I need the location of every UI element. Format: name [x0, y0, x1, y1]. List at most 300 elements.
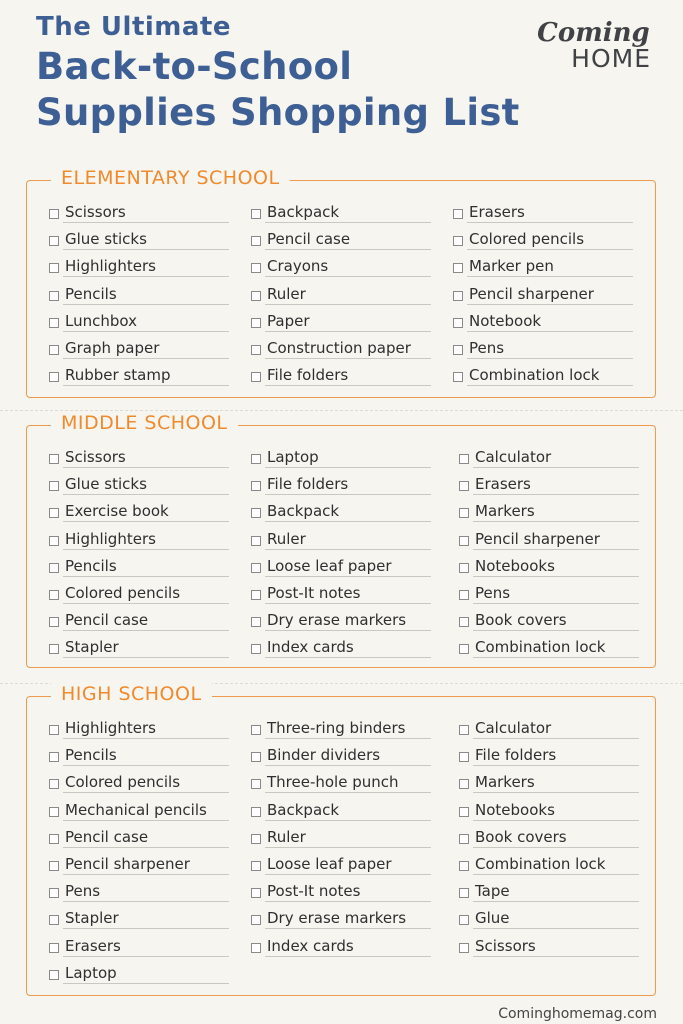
- write-line: [265, 765, 431, 766]
- checkbox[interactable]: [49, 590, 59, 600]
- checkbox[interactable]: [49, 915, 59, 925]
- write-line: [265, 792, 431, 793]
- checkbox[interactable]: [49, 970, 59, 980]
- checkbox[interactable]: [459, 779, 469, 789]
- checklist-item-label: Ruler: [267, 529, 306, 548]
- checklist-item-label: Exercise book: [65, 502, 169, 521]
- write-line: [467, 358, 633, 359]
- checklist-item-label: Backpack: [267, 203, 340, 221]
- write-line: [473, 792, 639, 793]
- checklist-item[interactable]: [49, 283, 229, 310]
- write-line: [265, 847, 431, 848]
- checklist-item[interactable]: [49, 255, 229, 282]
- checkbox[interactable]: [251, 725, 261, 735]
- write-line: [63, 901, 229, 902]
- checkbox[interactable]: [49, 888, 59, 898]
- checklist-item-label: Laptop: [65, 963, 117, 982]
- write-line: [473, 630, 639, 631]
- checklist-item-label: File folders: [267, 475, 349, 494]
- checkbox[interactable]: [49, 725, 59, 735]
- checkbox[interactable]: [251, 345, 261, 355]
- checkbox[interactable]: [251, 888, 261, 898]
- checkbox[interactable]: [49, 345, 59, 355]
- title-line-3: Supplies Shopping List: [36, 91, 520, 134]
- write-line: [63, 657, 229, 658]
- checkbox[interactable]: [459, 536, 469, 546]
- checklist-item-label: Post-It notes: [267, 583, 361, 602]
- write-line: [473, 765, 639, 766]
- checklist-item-label: Glue sticks: [65, 475, 147, 494]
- checkbox[interactable]: [49, 536, 59, 546]
- checklist-item-label: Glue: [475, 909, 510, 928]
- checklist-column: [453, 201, 633, 391]
- checklist-item[interactable]: [49, 880, 229, 907]
- checklist-item[interactable]: [251, 528, 431, 555]
- checklist-item[interactable]: [453, 228, 633, 255]
- checkbox[interactable]: [251, 236, 261, 246]
- checklist-item[interactable]: [251, 473, 431, 500]
- checklist-item[interactable]: [251, 717, 431, 744]
- checklist-item-label: Notebooks: [475, 800, 555, 819]
- checklist-item-label: Pencils: [65, 284, 117, 303]
- checklist-item-label: Dry erase markers: [267, 611, 407, 630]
- checkbox[interactable]: [453, 345, 463, 355]
- checklist-item-label: Glue sticks: [65, 230, 147, 249]
- checklist-item-label: Book covers: [475, 827, 567, 846]
- checkbox[interactable]: [453, 318, 463, 328]
- checkbox[interactable]: [49, 209, 59, 219]
- checkbox[interactable]: [251, 807, 261, 817]
- checklist-item-label: Pens: [65, 882, 101, 901]
- checklist-item[interactable]: [453, 201, 633, 228]
- checkbox[interactable]: [459, 508, 469, 518]
- checklist-item[interactable]: [49, 717, 229, 744]
- checkbox[interactable]: [49, 508, 59, 518]
- checklist-item[interactable]: [251, 636, 431, 663]
- brand-logo-top: Coming: [537, 18, 650, 48]
- write-line: [473, 847, 639, 848]
- checkbox[interactable]: [251, 291, 261, 301]
- checklist-item-label: Pencil case: [65, 827, 149, 846]
- checklist-item-label: Backpack: [267, 502, 340, 521]
- checkbox[interactable]: [453, 372, 463, 382]
- checkbox[interactable]: [251, 481, 261, 491]
- write-line: [265, 249, 431, 250]
- footer-website: Cominghomemag.com: [498, 1006, 657, 1022]
- checkbox[interactable]: [251, 861, 261, 871]
- checkbox[interactable]: [459, 861, 469, 871]
- checklist-item[interactable]: [459, 744, 639, 771]
- checklist-item[interactable]: [251, 255, 431, 282]
- write-line: [473, 956, 639, 957]
- checklist-item[interactable]: [49, 771, 229, 798]
- checklist-item-label: Highlighters: [65, 257, 156, 276]
- checkbox[interactable]: [251, 617, 261, 627]
- checklist-item[interactable]: [49, 201, 229, 228]
- checklist-item-label: Scissors: [475, 936, 536, 955]
- checklist-item-label: Pencils: [65, 746, 117, 765]
- write-line: [63, 276, 229, 277]
- section-title: HIGH SCHOOL: [51, 683, 212, 705]
- checklist-item-label: Mechanical pencils: [65, 800, 207, 819]
- checkbox[interactable]: [251, 943, 261, 953]
- checklist-item-label: Crayons: [267, 257, 329, 276]
- write-line: [63, 983, 229, 984]
- checklist-item-label: Calculator: [475, 719, 552, 737]
- checklist-item-label: Erasers: [65, 936, 121, 955]
- checkbox[interactable]: [459, 481, 469, 491]
- checklist-item[interactable]: [49, 636, 229, 663]
- checklist-item-label: Laptop: [267, 448, 319, 466]
- title-block: [36, 12, 520, 136]
- checklist-item-label: Scissors: [65, 448, 126, 466]
- checklist-item-label: Erasers: [469, 203, 525, 221]
- checkbox[interactable]: [49, 291, 59, 301]
- checklist-item[interactable]: [459, 555, 639, 582]
- checklist-item-label: Pencil case: [65, 611, 149, 630]
- checklist-item-label: Three-hole punch: [267, 773, 399, 792]
- write-line: [265, 494, 431, 495]
- section-middle-school: [26, 412, 656, 668]
- checklist-column: [251, 446, 431, 664]
- checklist-item-label: Scissors: [65, 203, 126, 221]
- checkbox[interactable]: [251, 209, 261, 219]
- checklist-item-label: Markers: [475, 502, 535, 521]
- checklist-column: [459, 446, 639, 664]
- write-line: [473, 928, 639, 929]
- checkbox[interactable]: [49, 752, 59, 762]
- checklist-item[interactable]: [453, 283, 633, 310]
- checklist-item-label: Colored pencils: [469, 230, 585, 249]
- checkbox[interactable]: [251, 563, 261, 573]
- checkbox[interactable]: [49, 617, 59, 627]
- write-line: [265, 956, 431, 957]
- write-line: [473, 494, 639, 495]
- checkbox[interactable]: [251, 915, 261, 925]
- checklist-item-label: Loose leaf paper: [267, 854, 392, 873]
- checklist-item-label: Ruler: [267, 284, 306, 303]
- checklist-item[interactable]: [459, 935, 639, 962]
- checkbox[interactable]: [459, 617, 469, 627]
- checklist-item[interactable]: [49, 935, 229, 962]
- checkbox[interactable]: [49, 263, 59, 273]
- checklist-item[interactable]: [459, 717, 639, 744]
- write-line: [265, 603, 431, 604]
- write-line: [63, 603, 229, 604]
- write-line: [467, 304, 633, 305]
- checklist-item[interactable]: [49, 744, 229, 771]
- checklist-item-label: Combination lock: [469, 366, 600, 385]
- write-line: [63, 521, 229, 522]
- checkbox[interactable]: [459, 644, 469, 654]
- write-line: [63, 738, 229, 739]
- checkbox[interactable]: [459, 590, 469, 600]
- section-title: ELEMENTARY SCHOOL: [51, 167, 290, 189]
- checkbox[interactable]: [49, 861, 59, 871]
- checklist-item-label: Index cards: [267, 638, 354, 657]
- checklist-item-label: Pens: [469, 338, 505, 357]
- checklist-item-label: Post-It notes: [267, 882, 361, 901]
- write-line: [63, 956, 229, 957]
- checklist-item-label: Pencils: [65, 556, 117, 575]
- checklist-item-label: Highlighters: [65, 719, 156, 737]
- checkbox[interactable]: [251, 752, 261, 762]
- checklist-item[interactable]: [251, 337, 431, 364]
- checklist-item-label: Notebook: [469, 311, 542, 330]
- checklist-item-label: File folders: [475, 746, 557, 765]
- checklist-item[interactable]: [49, 228, 229, 255]
- checklist-column: [49, 201, 229, 391]
- checklist-item[interactable]: [251, 310, 431, 337]
- checklist-item[interactable]: [459, 609, 639, 636]
- checklist-item-label: Colored pencils: [65, 773, 181, 792]
- write-line: [265, 901, 431, 902]
- section-elementary-school: [26, 167, 656, 398]
- checklist-column: [251, 201, 431, 391]
- checklist-item[interactable]: [251, 201, 431, 228]
- checklist-column: [251, 717, 431, 962]
- checklist-item[interactable]: [49, 310, 229, 337]
- checkbox[interactable]: [459, 834, 469, 844]
- write-line: [63, 792, 229, 793]
- checklist-item-label: Markers: [475, 773, 535, 792]
- checkbox[interactable]: [251, 536, 261, 546]
- checklist-item-label: Stapler: [65, 909, 119, 928]
- write-line: [265, 385, 431, 386]
- checklist-item-label: Lunchbox: [65, 311, 137, 330]
- checkbox[interactable]: [459, 454, 469, 464]
- write-line: [63, 222, 229, 223]
- checklist-item[interactable]: [49, 853, 229, 880]
- checkbox[interactable]: [49, 644, 59, 654]
- write-line: [265, 467, 431, 468]
- checklist-item[interactable]: [251, 853, 431, 880]
- checkbox[interactable]: [251, 318, 261, 328]
- write-line: [473, 521, 639, 522]
- checklist-item-label: Dry erase markers: [267, 909, 407, 928]
- checklist-column: [49, 717, 229, 989]
- checklist-item[interactable]: [459, 582, 639, 609]
- write-line: [265, 820, 431, 821]
- write-line: [265, 521, 431, 522]
- checklist-item[interactable]: [459, 636, 639, 663]
- write-line: [63, 847, 229, 848]
- write-line: [265, 874, 431, 875]
- checkbox[interactable]: [459, 725, 469, 735]
- checklist-item-label: Stapler: [65, 638, 119, 657]
- checklist-item[interactable]: [251, 826, 431, 853]
- checklist-item[interactable]: [459, 853, 639, 880]
- checklist-item-label: Combination lock: [475, 854, 606, 873]
- write-line: [467, 222, 633, 223]
- checklist-item[interactable]: [251, 555, 431, 582]
- write-line: [63, 249, 229, 250]
- checklist-item[interactable]: [49, 582, 229, 609]
- checklist-item[interactable]: [251, 771, 431, 798]
- checklist-item[interactable]: [453, 255, 633, 282]
- write-line: [265, 358, 431, 359]
- checklist-column: [49, 446, 229, 664]
- section-title: MIDDLE SCHOOL: [51, 412, 238, 434]
- write-line: [63, 874, 229, 875]
- checklist-column: [459, 717, 639, 962]
- write-line: [63, 549, 229, 550]
- brand-logo: [537, 20, 651, 72]
- checkbox[interactable]: [49, 943, 59, 953]
- checklist-item-label: Notebooks: [475, 556, 555, 575]
- checklist-item[interactable]: [251, 228, 431, 255]
- write-line: [265, 738, 431, 739]
- checklist-item[interactable]: [251, 446, 431, 473]
- write-line: [265, 657, 431, 658]
- checkbox[interactable]: [459, 943, 469, 953]
- write-line: [473, 657, 639, 658]
- checklist-item[interactable]: [251, 500, 431, 527]
- checklist-item-label: Erasers: [475, 475, 531, 494]
- checklist-item-label: Book covers: [475, 611, 567, 630]
- checklist-item-label: Rubber stamp: [65, 366, 171, 385]
- write-line: [265, 630, 431, 631]
- brand-logo-bottom: HOME: [571, 44, 651, 73]
- write-line: [63, 331, 229, 332]
- checklist-item[interactable]: [459, 500, 639, 527]
- checklist-item[interactable]: [459, 771, 639, 798]
- checkbox[interactable]: [459, 752, 469, 762]
- checklist-item-label: Marker pen: [469, 257, 554, 276]
- checkbox[interactable]: [49, 563, 59, 573]
- checklist-item[interactable]: [453, 310, 633, 337]
- checklist-item-label: Pencil sharpener: [65, 854, 190, 873]
- checklist-item-label: Pencil sharpener: [469, 284, 594, 303]
- checklist-item[interactable]: [251, 880, 431, 907]
- write-line: [63, 928, 229, 929]
- write-line: [63, 576, 229, 577]
- checklist-item-label: Tape: [475, 882, 510, 901]
- checkbox[interactable]: [453, 236, 463, 246]
- checklist-item[interactable]: [459, 473, 639, 500]
- checklist-item-label: Backpack: [267, 800, 340, 819]
- write-line: [467, 249, 633, 250]
- checklist-item[interactable]: [251, 799, 431, 826]
- checklist-item[interactable]: [49, 907, 229, 934]
- write-line: [467, 276, 633, 277]
- checkbox[interactable]: [453, 209, 463, 219]
- write-line: [473, 901, 639, 902]
- checkbox[interactable]: [251, 590, 261, 600]
- checklist-item-label: Loose leaf paper: [267, 556, 392, 575]
- write-line: [63, 304, 229, 305]
- checklist-item[interactable]: [251, 283, 431, 310]
- checkbox[interactable]: [453, 263, 463, 273]
- checkbox[interactable]: [251, 779, 261, 789]
- checklist-item[interactable]: [49, 364, 229, 391]
- checkbox[interactable]: [459, 807, 469, 817]
- checkbox[interactable]: [251, 372, 261, 382]
- title-line-2: Back-to-School: [36, 45, 353, 88]
- checkbox[interactable]: [49, 236, 59, 246]
- checkbox[interactable]: [251, 263, 261, 273]
- write-line: [473, 549, 639, 550]
- checkbox[interactable]: [49, 372, 59, 382]
- write-line: [467, 385, 633, 386]
- write-line: [473, 820, 639, 821]
- write-line: [63, 630, 229, 631]
- checklist-item[interactable]: [49, 555, 229, 582]
- checklist-item[interactable]: [49, 473, 229, 500]
- checkbox[interactable]: [49, 834, 59, 844]
- checklist-item[interactable]: [251, 582, 431, 609]
- checkbox[interactable]: [49, 779, 59, 789]
- checkbox[interactable]: [251, 454, 261, 464]
- checklist-item-label: Calculator: [475, 448, 552, 466]
- title-line-1: The Ultimate: [36, 12, 231, 42]
- checklist-item[interactable]: [459, 446, 639, 473]
- checkbox[interactable]: [251, 508, 261, 518]
- checklist-item-label: Binder dividers: [267, 746, 381, 765]
- checklist-item-label: Colored pencils: [65, 583, 181, 602]
- write-line: [63, 467, 229, 468]
- write-line: [265, 549, 431, 550]
- checkbox[interactable]: [459, 563, 469, 573]
- write-line: [473, 603, 639, 604]
- checkbox[interactable]: [459, 915, 469, 925]
- checklist-item[interactable]: [251, 744, 431, 771]
- checklist-item[interactable]: [49, 337, 229, 364]
- checkbox[interactable]: [251, 834, 261, 844]
- checkbox[interactable]: [49, 318, 59, 328]
- checklist-item[interactable]: [453, 337, 633, 364]
- checklist-item[interactable]: [459, 799, 639, 826]
- checkbox[interactable]: [459, 888, 469, 898]
- checkbox[interactable]: [453, 291, 463, 301]
- write-line: [473, 874, 639, 875]
- checklist-item[interactable]: [49, 446, 229, 473]
- checklist-item-label: Pencil case: [267, 230, 351, 249]
- checklist-item[interactable]: [49, 528, 229, 555]
- checklist-item[interactable]: [49, 962, 229, 989]
- checklist-item-label: Index cards: [267, 936, 354, 955]
- checklist-item-label: Highlighters: [65, 529, 156, 548]
- checklist-item[interactable]: [251, 609, 431, 636]
- checklist-item[interactable]: [459, 528, 639, 555]
- write-line: [63, 494, 229, 495]
- checkbox[interactable]: [49, 481, 59, 491]
- write-line: [265, 276, 431, 277]
- checklist-item[interactable]: [459, 826, 639, 853]
- checklist-item[interactable]: [49, 826, 229, 853]
- checklist-item[interactable]: [453, 364, 633, 391]
- checklist-item[interactable]: [459, 880, 639, 907]
- checklist-item[interactable]: [49, 609, 229, 636]
- checklist-item[interactable]: [49, 500, 229, 527]
- checklist-item[interactable]: [251, 364, 431, 391]
- section-high-school: [26, 683, 656, 996]
- write-line: [63, 765, 229, 766]
- checklist-item-label: Combination lock: [475, 638, 606, 657]
- write-line: [265, 331, 431, 332]
- checkbox[interactable]: [49, 807, 59, 817]
- checklist-item[interactable]: [49, 799, 229, 826]
- write-line: [63, 358, 229, 359]
- checkbox[interactable]: [49, 454, 59, 464]
- checklist-item[interactable]: [251, 935, 431, 962]
- write-line: [63, 385, 229, 386]
- checklist-item[interactable]: [251, 907, 431, 934]
- write-line: [63, 820, 229, 821]
- checkbox[interactable]: [251, 644, 261, 654]
- checklist-item[interactable]: [459, 907, 639, 934]
- section-divider: [0, 410, 683, 411]
